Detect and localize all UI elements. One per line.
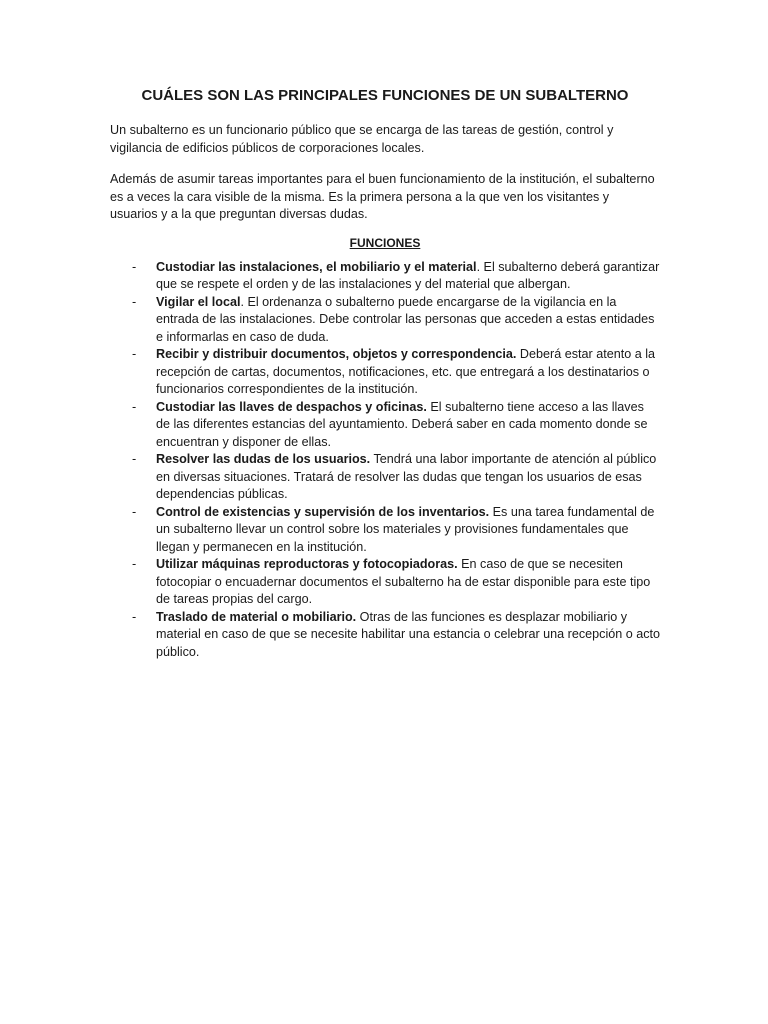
list-bullet: - [132,259,137,274]
function-description: El subalterno tiene acceso a las llaves de las diferentes estancias del ayuntamiento. Deberá saber en cada momento donde se encuentran y disponer de ellas. [156,399,648,449]
function-title: Custodiar las llaves de despachos y oficinas. [156,399,427,414]
list-bullet: - [132,347,137,361]
function-title: Resolver las dudas de los usuarios. [156,452,371,466]
function-description: Es una tarea fundamental de un subalterno llevar un control sobre los materiales y provisiones fundamentales que llegan y permanecen en la institución. [156,504,655,554]
function-title: Control de existencias y supervisión de los inventarios. [156,504,490,519]
list-item [110,294,661,347]
function-description: . El subalterno deberá garantizar que se respete el orden y de las instalaciones y del material que albergan. [156,259,660,291]
context-paragraph: Además de asumir tareas importantes para el buen funcionamiento de la institución, el subalterno es a veces la cara visible de la misma. Es la primera persona a la que ven los visitantes y usuarios y a la que preguntan diversas dudas. [110,172,655,221]
functions-list [110,259,660,662]
list-item [110,556,661,609]
list-item [110,609,661,662]
list-item [110,451,661,504]
function-description: Otras de las funciones es desplazar mobiliario y material en caso de que se necesite habilitar una estancia o celebrar una recepción o acto público. [156,609,661,659]
list-item [110,346,661,399]
list-bullet: - [132,399,137,414]
list-item [110,504,661,557]
list-bullet: - [132,609,137,624]
function-description: Tendrá una labor importante de atención al público en diversas situaciones. Tratará de resolver las dudas que tengan los usuarios de esas dependencias públicas. [156,452,657,501]
function-title: Vigilar el local [156,294,241,309]
intro-paragraph: Un subalterno es un funcionario público que se encarga de las tareas de gestión, control y vigilancia de edificios públicos de corporaciones locales. [110,123,614,155]
function-title: Traslado de material o mobiliario. [156,609,357,624]
list-bullet: - [132,294,137,309]
list-bullet: - [132,452,137,466]
section-heading-funciones: FUNCIONES [349,235,421,250]
list-bullet: - [132,557,137,571]
list-item [110,399,661,452]
function-title: Recibir y distribuir documentos, objetos y correspondencia. [156,347,517,361]
document-body [110,86,660,661]
function-description: En caso de que se necesiten fotocopiar o encuadernar documentos el subalterno ha de estar disponible para este tipo de tareas propias del cargo. [156,557,651,606]
function-description: Deberá estar atento a la recepción de cartas, documentos, notificaciones, etc. que entregará a los destinatarios o funcionarios correspondientes de la institución. [156,347,656,396]
function-title: Utilizar máquinas reproductoras y fotocopiadoras. [156,557,458,571]
document-title: CUÁLES SON LAS PRINCIPALES FUNCIONES DE UN SUBALTERNO [141,87,629,104]
list-bullet: - [132,504,137,519]
list-item [110,259,661,294]
function-description: . El ordenanza o subalterno puede encargarse de la vigilancia en la entrada de las instalaciones. Debe controlar las personas que acceden a estas entidades e informarlas en caso de duda. [156,294,655,344]
function-title: Custodiar las instalaciones, el mobiliario y el material [156,259,477,274]
